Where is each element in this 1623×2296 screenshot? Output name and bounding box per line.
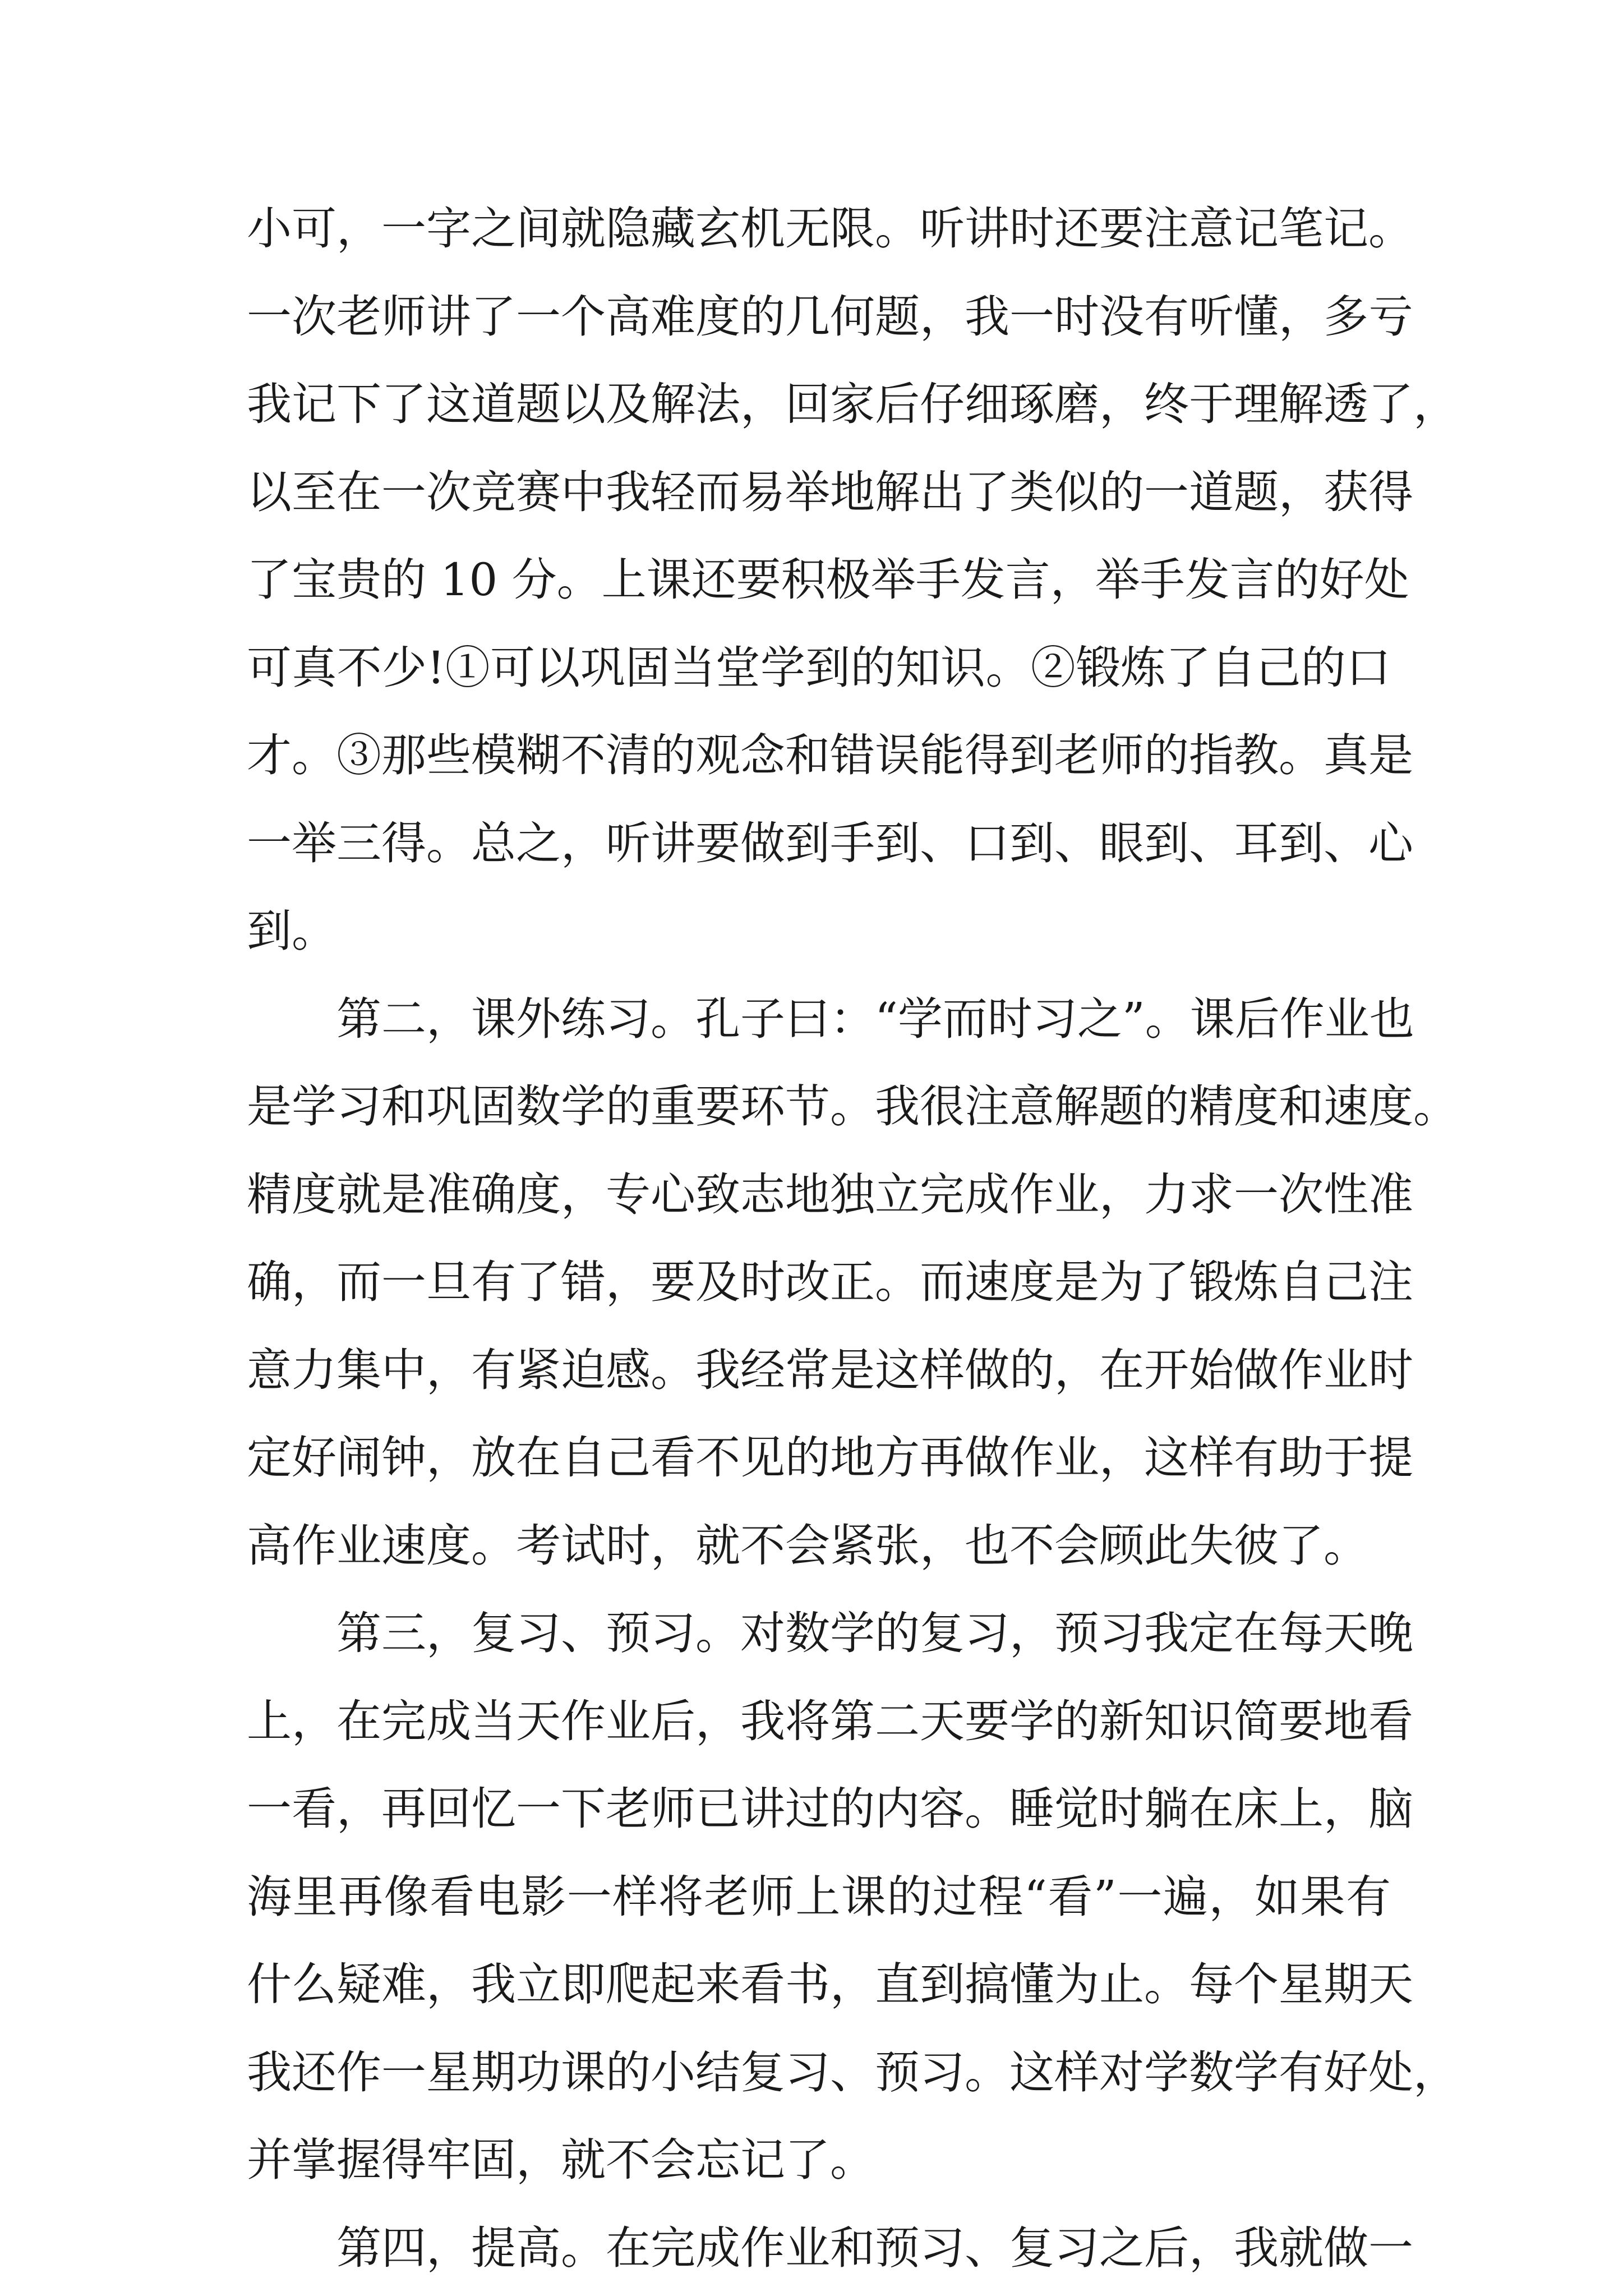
text-line: 高作业速度。考试时，就不会紧张，也不会顾此失彼了。	[247, 1519, 1368, 1572]
paragraph-start-line: 第二，课外练习。孔子曰：“学而时习之”。课后作业也	[336, 992, 1414, 1045]
text-line: 意力集中，有紧迫感。我经常是这样做的，在开始做作业时	[247, 1343, 1413, 1396]
paragraph-start-line: 第三，复习、预习。对数学的复习，预习我定在每天晚	[336, 1607, 1413, 1659]
text-line: 上，在完成当天作业后，我将第二天要学的新知识简要地看	[247, 1695, 1413, 1747]
text-line: 什么疑难，我立即爬起来看书，直到搞懂为止。每个星期天	[247, 1958, 1413, 2010]
text-line: 我记下了这道题以及解法，回家后仔细琢磨，终于理解透了，	[247, 378, 1458, 430]
text-line: 一次老师讲了一个高难度的几何题，我一时没有听懂，多亏	[247, 290, 1413, 343]
text-line: 海里再像看电影一样将老师上课的过程“看”一遍，如果有	[247, 1870, 1391, 1923]
text-line: 了宝贵的 10 分。上课还要积极举手发言，举手发言的好处	[247, 554, 1409, 606]
text-line: 是学习和巩固数学的重要环节。我很注意解题的精度和速度。	[247, 1080, 1458, 1133]
text-line: 一看，再回忆一下老师已讲过的内容。睡觉时躺在床上，脑	[247, 1783, 1413, 1835]
text-line: 可真不少!①可以巩固当堂学到的知识。②锻炼了自己的口	[247, 641, 1391, 694]
text-line: 一举三得。总之，听讲要做到手到、口到、眼到、耳到、心	[247, 817, 1413, 869]
text-line: 并掌握得牢固，就不会忘记了。	[247, 2134, 875, 2186]
text-line: 我还作一星期功课的小结复习、预习。这样对学数学有好处，	[247, 2046, 1458, 2099]
text-line: 小可，一字之间就隐藏玄机无限。听讲时还要注意记笔记。	[247, 203, 1413, 255]
text-line: 以至在一次竞赛中我轻而易举地解出了类似的一道题，获得	[247, 466, 1413, 518]
body-text	[247, 185, 1458, 2292]
text-line: 精度就是准确度，专心致志地独立完成作业，力求一次性准	[247, 1168, 1413, 1221]
text-line: 才。③那些模糊不清的观念和错误能得到老师的指教。真是	[247, 729, 1413, 781]
text-line: 确，而一旦有了错，要及时改正。而速度是为了锻炼自己注	[247, 1256, 1413, 1308]
text-line: 到。	[247, 905, 336, 957]
paragraph-start-line: 第四，提高。在完成作业和预习、复习之后，我就做一	[336, 2221, 1413, 2274]
text-line: 定好闹钟，放在自己看不见的地方再做作业，这样有助于提	[247, 1432, 1413, 1484]
